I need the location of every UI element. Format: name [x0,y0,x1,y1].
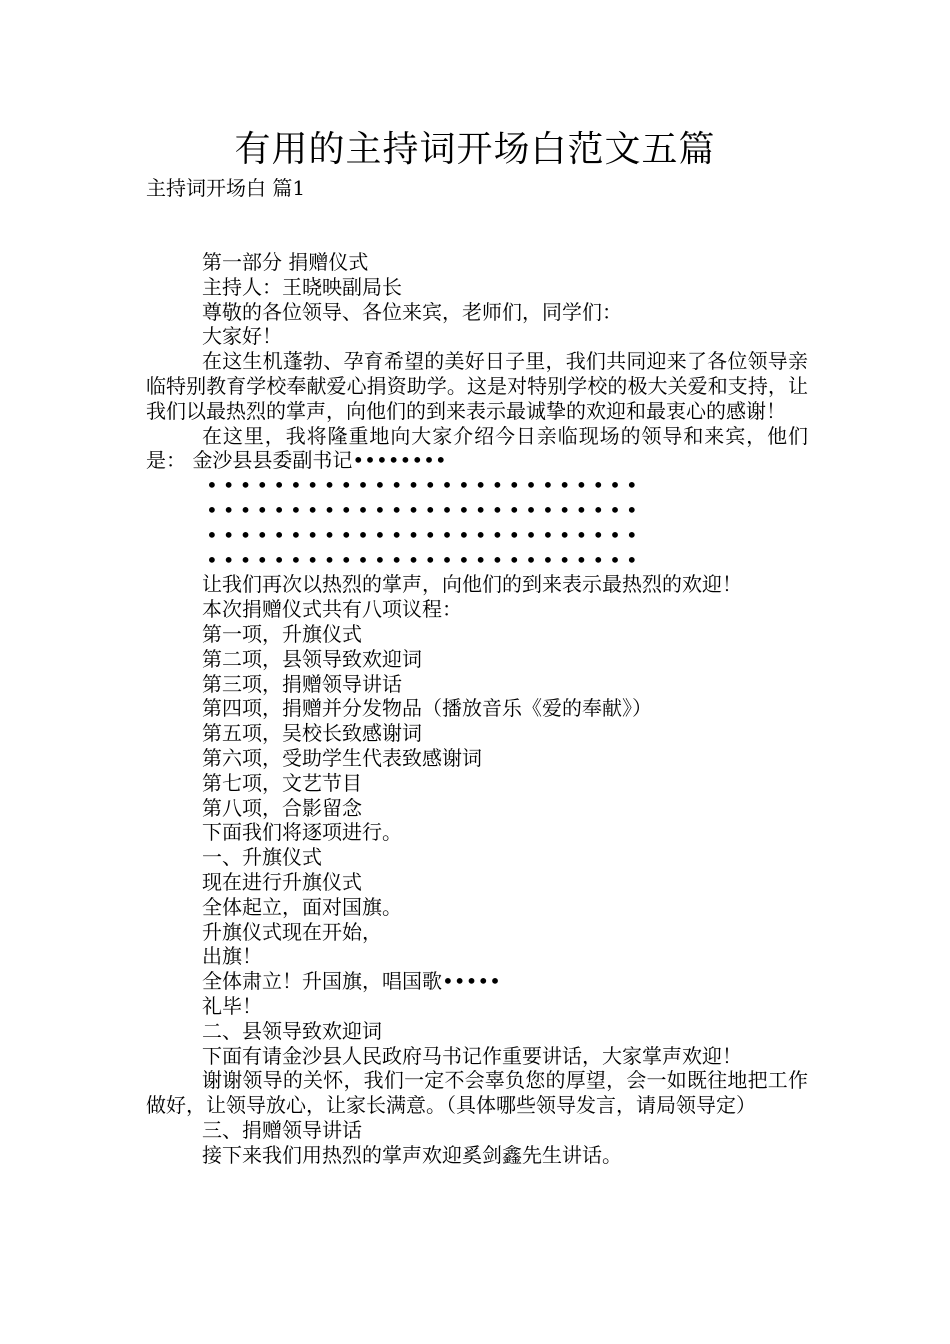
paragraph: 现在进行升旗仪式 [202,869,362,894]
paragraph: 全体起立，面对国旗。 [202,894,402,919]
paragraph: 在这生机蓬勃、孕育希望的美好日子里，我们共同迎来了各位领导亲临特别教育学校奉献爱心捐资助学。这是对特别学校的极大关爱和支持，让我们以最热烈的掌声，向他们的到来表示最诚挚的欢迎和最衷心的感谢！ [146,349,808,423]
agenda-item: 第三项，捐赠领导讲话 [202,671,402,696]
section-heading: 一、升旗仪式 [202,845,322,870]
agenda-item: 第一项，升旗仪式 [202,621,362,646]
agenda-item: 第四项，捐赠并分发物品（播放音乐《爱的奉献》） [202,696,652,721]
paragraph: 大家好！ [202,324,282,349]
paragraph: 礼毕！ [202,993,262,1018]
document-body [146,250,808,1167]
agenda-item: 第六项，受助学生代表致感谢词 [202,745,482,770]
document-subtitle: 主持词开场白 篇1 [146,176,306,200]
agenda-item: 第八项，合影留念 [202,795,362,820]
dot-leader-line: •••••••••••••••••••••••••• [206,547,643,572]
section-heading: 三、捐赠领导讲话 [202,1117,362,1142]
paragraph: 让我们再次以热烈的掌声，向他们的到来表示最热烈的欢迎！ [202,572,742,597]
paragraph: 第一部分 捐赠仪式 [202,250,369,274]
paragraph: 升旗仪式现在开始， [202,919,382,944]
agenda-item: 第五项，吴校长致感谢词 [202,721,422,746]
paragraph: 出旗！ [202,944,262,969]
dot-leader-line: •••••••••••••••••••••••••• [206,522,643,547]
paragraph: 下面我们将逐项进行。 [202,820,402,845]
paragraph: 尊敬的各位领导、各位来宾，老师们，同学们： [202,299,622,324]
section-heading: 二、县领导致欢迎词 [202,1018,382,1043]
agenda-item: 第七项，文艺节目 [202,770,362,795]
paragraph: 接下来我们用热烈的掌声欢迎奚剑鑫先生讲话。 [202,1142,622,1167]
paragraph: 谢谢领导的关怀，我们一定不会辜负您的厚望，会一如既往地把工作做好，让领导放心，让家长满意。（具体哪些领导发言，请局领导定） [146,1068,808,1118]
paragraph: 本次捐赠仪式共有八项议程： [202,597,462,622]
paragraph: 下面有请金沙县人民政府马书记作重要讲话，大家掌声欢迎！ [202,1043,742,1068]
document-title: 有用的主持词开场白范文五篇 [234,129,716,170]
paragraph: 在这里，我将隆重地向大家介绍今日亲临现场的领导和来宾，他们是： 金沙县县委副书记•••••••• [146,423,808,473]
agenda-item: 第二项，县领导致欢迎词 [202,646,422,671]
dot-leader-line: •••••••••••••••••••••••••• [206,497,643,522]
paragraph: 全体肃立！升国旗，唱国歌••••• [202,969,501,994]
dot-leader-line: •••••••••••••••••••••••••• [206,473,643,498]
paragraph: 主持人：王晓映副局长 [202,274,402,299]
